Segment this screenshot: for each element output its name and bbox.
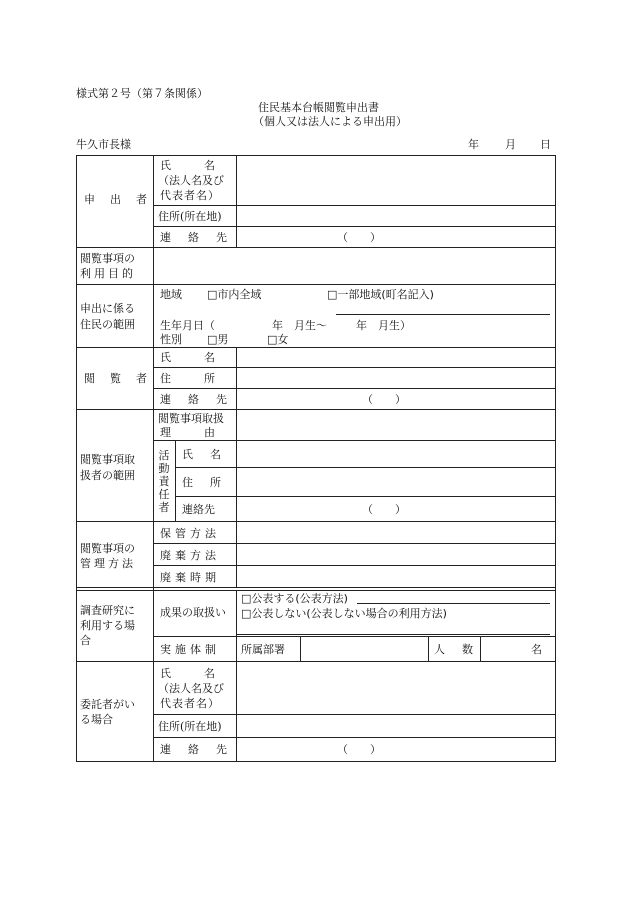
applicant-contact-field[interactable] (237, 227, 555, 247)
handler-responsible-label: 活動責任者 (158, 449, 170, 514)
research-people-field[interactable] (481, 637, 531, 661)
research-people-label: 人 数 (434, 643, 476, 656)
viewer-contact-field[interactable] (237, 389, 555, 409)
entrustee-section-label-2: る場合 (80, 713, 113, 726)
applicant-name-note-1: （法人名及び (158, 174, 224, 187)
handler-section-label-2: 扱者の範囲 (80, 469, 135, 482)
entrustee-name-label: 氏 名 (160, 667, 215, 680)
scope-dob-to: 年 月生） (356, 319, 411, 332)
viewer-name-field[interactable] (237, 348, 555, 367)
date-year-label: 年 (468, 138, 479, 151)
purpose-field[interactable] (154, 248, 555, 284)
research-publish-method-field[interactable] (357, 591, 550, 603)
scope-sex-female-checkbox[interactable]: □女 (267, 333, 289, 346)
management-storage-field[interactable] (237, 522, 555, 543)
research-no-publish-checkbox[interactable]: □公表しない(公表しない場合の利用方法) (241, 607, 447, 620)
handler-reason-field[interactable] (237, 410, 555, 440)
form-title: 住民基本台帳閲覧申出書 (258, 101, 379, 114)
research-results-label: 成果の取扱い (160, 606, 226, 619)
research-usage-method-field[interactable] (241, 621, 550, 634)
management-disposal-label: 廃棄方法 (160, 549, 220, 562)
scope-dob-label: 生年月日（ (160, 319, 215, 332)
applicant-name-label: 氏 名 (160, 159, 215, 172)
entrustee-name-field[interactable] (237, 662, 555, 714)
scope-area-part-checkbox[interactable]: □一部地域(町名記入) (327, 288, 434, 301)
scope-dob-from: 年 月生～ (272, 319, 327, 332)
addressee: 牛久市長様 (76, 138, 131, 151)
scope-town-field[interactable] (336, 302, 550, 314)
form-number: 様式第２号（第７条関係） (76, 87, 208, 100)
entrustee-name-note-2: 代表者名） (160, 697, 220, 710)
management-storage-label: 保管方法 (160, 527, 220, 540)
viewer-address-field[interactable] (237, 368, 555, 388)
entrustee-contact-label: 連 絡 先 (160, 743, 230, 756)
handler-address-label: 住 所 (182, 476, 224, 489)
handler-contact-paren: （ ） (362, 503, 406, 516)
viewer-address-label: 住 所 (160, 372, 215, 385)
scope-area-all-checkbox[interactable]: □市内全域 (207, 288, 262, 301)
management-disposal-time-label: 廃棄時期 (160, 571, 220, 584)
research-dept-label: 所属部署 (241, 643, 285, 656)
form-subtitle: （個人又は法人による申出用） (253, 115, 407, 128)
applicant-section-label: 申 出 者 (84, 193, 149, 206)
handler-section-label-1: 閲覧事項取 (80, 453, 135, 466)
research-system-label: 実施体制 (160, 643, 220, 656)
entrustee-section-label-1: 委託者がい (80, 698, 135, 711)
entrustee-contact-field[interactable] (237, 738, 555, 761)
management-section-label-2: 管理方法 (80, 557, 136, 570)
research-section-label-3: 合 (80, 634, 91, 647)
research-section-label-2: 利用する場 (80, 619, 135, 632)
applicant-address-field[interactable] (237, 206, 555, 226)
entrustee-address-label: 住所(所在地) (158, 720, 222, 733)
scope-section-label-2: 住民の範囲 (80, 318, 135, 331)
date-month-label: 月 (505, 138, 516, 151)
research-publish-checkbox[interactable]: □公表する(公表方法) (241, 592, 348, 605)
handler-reason-label-2: 理 由 (160, 426, 215, 439)
research-dept-field[interactable] (301, 637, 428, 661)
applicant-contact-paren: （ ） (337, 231, 381, 244)
management-disposal-time-field[interactable] (237, 566, 555, 587)
research-people-unit: 名 (531, 643, 542, 656)
purpose-section-label-1: 閲覧事項の (80, 252, 135, 265)
entrustee-name-note-1: （法人名及び (158, 682, 224, 695)
applicant-contact-label: 連 絡 先 (160, 231, 230, 244)
scope-section-label-1: 申出に係る (80, 302, 135, 315)
handler-contact-label: 連絡先 (182, 503, 215, 516)
scope-sex-male-checkbox[interactable]: □男 (207, 333, 229, 346)
date-day-label: 日 (540, 138, 551, 151)
viewer-contact-label: 連 絡 先 (160, 393, 230, 406)
handler-address-field[interactable] (237, 468, 555, 496)
applicant-address-label: 住所(所在地) (158, 210, 222, 223)
entrustee-address-field[interactable] (237, 715, 555, 737)
management-section-label-1: 閲覧事項の (80, 542, 135, 555)
handler-name-label: 氏 名 (182, 448, 224, 461)
entrustee-contact-paren: （ ） (337, 743, 381, 756)
handler-name-field[interactable] (237, 441, 555, 467)
viewer-section-label: 閲 覧 者 (84, 372, 149, 385)
management-disposal-field[interactable] (237, 544, 555, 565)
applicant-name-note-2: 代表者名） (160, 189, 220, 202)
research-section-label-1: 調査研究に (80, 604, 135, 617)
applicant-name-field[interactable] (237, 156, 555, 205)
viewer-name-label: 氏 名 (160, 351, 215, 364)
scope-sex-label: 性別 (160, 333, 182, 346)
handler-contact-field[interactable] (237, 497, 555, 521)
purpose-section-label-2: 利用目的 (80, 267, 136, 280)
handler-reason-label-1: 閲覧事項取扱 (158, 412, 224, 425)
scope-area-label: 地域 (160, 288, 182, 301)
viewer-contact-paren: （ ） (362, 393, 406, 406)
